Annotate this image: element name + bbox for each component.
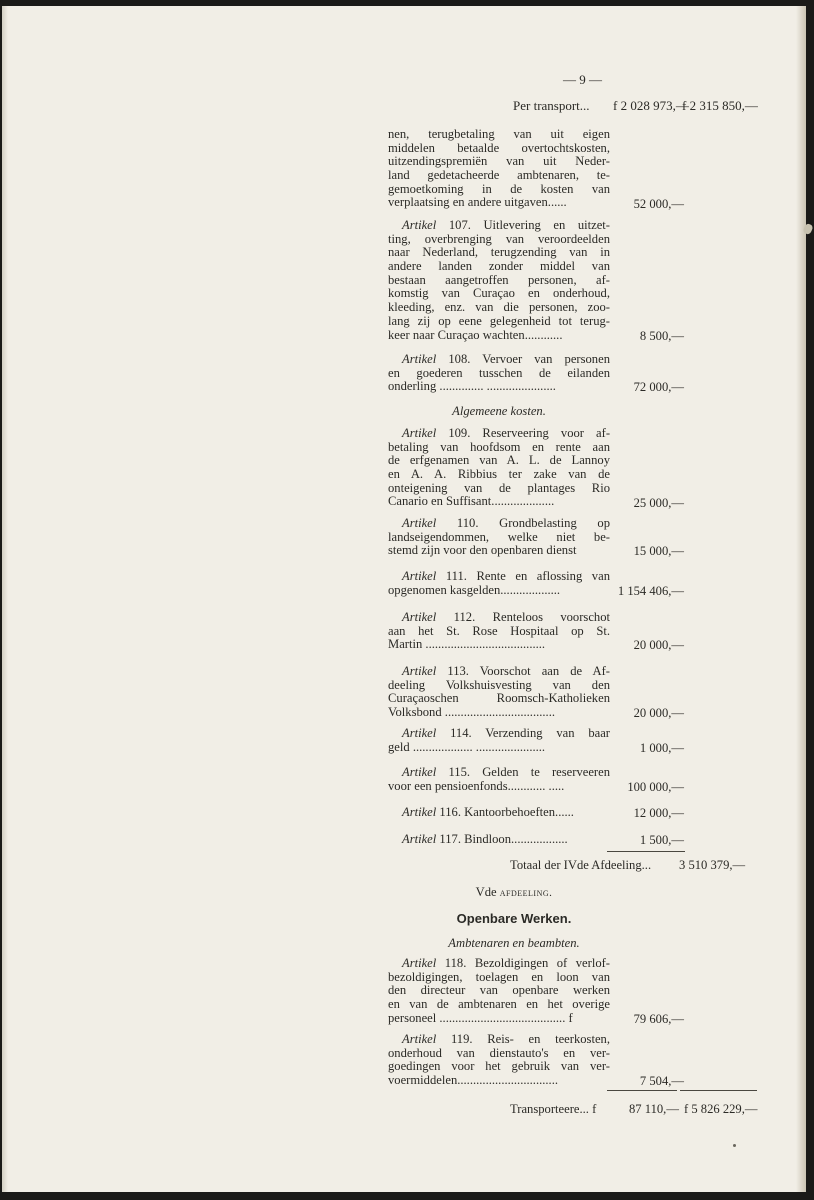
article-prefix: Artikel <box>402 664 448 678</box>
entry-line: Volksbond ................................... <box>388 705 555 720</box>
article-prefix: Artikel <box>402 765 449 779</box>
entry-line: Artikel 110. Grondbelasting op <box>402 516 611 530</box>
entry-text <box>388 665 610 720</box>
entry-line: en goederen tusschen de eilanden <box>388 365 610 380</box>
section-heading <box>402 885 626 900</box>
entry-line: Artikel 115. Gelden te reserveeren <box>402 765 611 779</box>
entry-text <box>388 806 610 820</box>
entry-line: uitzendingspremiën van uit Neder- <box>388 154 610 169</box>
carry-rule-2 <box>680 1090 757 1091</box>
entry-line: nen, terugbetaling van uit eigen <box>388 127 610 141</box>
entry-line: land gedetacheerde ambtenaren, te- <box>388 168 610 183</box>
entry-line: lang zij op eene gelegenheid tot terug- <box>388 313 610 328</box>
entry-text <box>388 1033 610 1088</box>
entry-line: landseigendommen, welke niet be- <box>388 529 610 544</box>
entry-text <box>388 611 610 652</box>
entry-amount: 1 000,— <box>639 740 684 755</box>
article-prefix: Artikel <box>402 426 449 440</box>
entry-text <box>388 727 610 754</box>
header-amount-1: f 2 028 973,— <box>613 98 689 113</box>
entry-text <box>388 427 610 509</box>
entry-line: Artikel 112. Renteloos voorschot <box>402 610 611 624</box>
entry-amount: 52 000,— <box>633 196 684 211</box>
entry-amount: 72 000,— <box>633 380 684 395</box>
entry-amount: 79 606,— <box>633 1011 684 1026</box>
entry-line: keer naar Curaçao wachten............ <box>388 327 563 342</box>
entry-line: Artikel 114. Verzending van baar <box>402 726 611 740</box>
article-prefix: Artikel <box>402 1032 451 1046</box>
page-edge-left <box>2 6 8 1192</box>
entry-line: Curaçaoschen Roomsch-Katholieken <box>388 691 610 706</box>
header-label: Per transport... <box>513 98 590 113</box>
article-prefix: Artikel <box>402 218 449 232</box>
entry-line: voor een pensioenfonds............ ..... <box>388 778 565 793</box>
entry-line: Martin ...................................... <box>388 637 546 652</box>
page-number: — 9 — <box>563 72 602 87</box>
article-prefix: Artikel <box>402 726 451 740</box>
entry-line: voermiddelen................................ <box>388 1073 558 1088</box>
section-title: Openbare Werken. <box>456 911 572 926</box>
entry-text <box>388 517 610 558</box>
entry-line: opgenomen kasgelden................... <box>388 582 561 597</box>
entry-line: ting, overbrenging van veroordeelden <box>388 231 610 246</box>
entry-line: Artikel 113. Voorschot aan de Af- <box>402 664 611 678</box>
carry-label: Transporteere... f <box>510 1102 597 1116</box>
entry-line: goedingen voor het gebruik van ver- <box>388 1059 610 1074</box>
entry-line: gemoetkoming in de kosten van <box>388 181 610 196</box>
entry-text <box>388 353 610 394</box>
entry-line: onderling .............. ...................... <box>388 379 556 394</box>
entry-amount: 100 000,— <box>627 779 684 794</box>
entry-text <box>388 570 610 597</box>
entry-amount: 8 500,— <box>639 328 684 343</box>
entry-amount: 20 000,— <box>633 638 684 653</box>
section-number: Vde <box>475 885 497 899</box>
entry-text <box>388 766 610 793</box>
entry-line: bezoldigingen, toelagen en loon van <box>388 969 610 984</box>
subtotal-rule <box>607 851 685 852</box>
article-prefix: Artikel <box>402 352 449 366</box>
entry-line: onteigening van de plantages Rio <box>388 480 610 495</box>
carry-amount-2: f 5 826 229,— <box>684 1102 758 1116</box>
entry-amount: 25 000,— <box>633 495 684 510</box>
entry-line: Artikel 108. Vervoer van personen <box>402 352 610 366</box>
entry-line: Canario en Suffisant.................... <box>388 494 555 509</box>
total-amount: 3 510 379,— <box>679 858 746 872</box>
entry-text <box>388 833 610 847</box>
entry-line: onderhoud van dienstauto's en ver- <box>388 1045 610 1060</box>
article-prefix: Artikel <box>402 956 445 970</box>
entry-line: Artikel 118. Bezoldigingen of verlof- <box>402 956 611 970</box>
article-prefix: Artikel <box>402 610 454 624</box>
entry-line: en van de ambtenaren en het overige <box>388 997 610 1012</box>
header-amount-2: f 2 315 850,— <box>682 98 758 113</box>
entry-line: geld ................... ...................... <box>388 739 546 754</box>
entry-line: Artikel 117. Bindloon.................. <box>402 832 568 846</box>
carry-rule-1 <box>607 1090 677 1091</box>
speck <box>733 1144 736 1147</box>
subsection-heading: Algemeene kosten. <box>452 404 546 418</box>
entry-amount: 7 504,— <box>639 1074 684 1089</box>
entry-line: Artikel 111. Rente en aflossing van <box>402 569 610 583</box>
entry-line: Artikel 107. Uitlevering en uitzet- <box>402 218 610 232</box>
section-subtitle: Ambtenaren en beambten. <box>448 936 580 950</box>
total-label: Totaal der IVde Afdeeling... <box>510 858 652 872</box>
entry-amount: 12 000,— <box>633 806 684 820</box>
entry-line: Artikel 119. Reis- en teerkosten, <box>402 1032 610 1046</box>
entry-line: bestaan aangetroffen personen, af- <box>388 272 610 287</box>
entry-line: den directeur van openbare werken <box>388 983 610 998</box>
entry-line: andere landen zonder middel van <box>388 259 610 274</box>
entry-line: stemd zijn voor den openbaren dienst <box>388 543 577 558</box>
entry-line: komstig van Curaçao en onderhoud, <box>388 286 610 301</box>
entry-line: Artikel 116. Kantoorbehoeften...... <box>402 805 574 819</box>
entry-line: kleeding, enz. van die personen, zoo- <box>388 300 610 315</box>
carry-amount-1: 87 110,— <box>629 1102 679 1116</box>
entry-line: verplaatsing en andere uitgaven...... <box>388 195 567 210</box>
article-prefix: Artikel <box>402 805 440 819</box>
entry-line: en A. A. Ribbius ter zake van de <box>388 467 610 482</box>
section-word: afdeeling. <box>499 887 553 899</box>
article-prefix: Artikel <box>402 516 457 530</box>
entry-amount: 1 500,— <box>639 833 684 847</box>
article-prefix: Artikel <box>402 832 440 846</box>
entry-amount: 1 154 406,— <box>617 583 684 598</box>
entry-line: personeel ........................................ f <box>388 1010 573 1025</box>
entry-amount: 15 000,— <box>633 544 684 559</box>
entry-text <box>388 219 610 342</box>
entry-line: deeling Volkshuisvesting van den <box>388 677 610 692</box>
entry-line: naar Nederland, terugzending van in <box>388 245 610 260</box>
page-edge-right <box>796 6 806 1192</box>
entry-line: aan het St. Rose Hospitaal op St. <box>388 623 610 638</box>
entry-line: Artikel 109. Reserveering voor af- <box>402 426 611 440</box>
document-page <box>2 6 806 1192</box>
entry-text <box>388 128 610 210</box>
entry-amount: 20 000,— <box>633 706 684 721</box>
entry-line: middelen betaalde overtochtskosten, <box>388 140 610 155</box>
entry-line: de erfgenamen van A. L. de Lannoy <box>388 453 610 468</box>
entry-line: betaling van hoofdsom en rente aan <box>388 439 610 454</box>
article-prefix: Artikel <box>402 569 446 583</box>
entry-text <box>388 957 610 1025</box>
